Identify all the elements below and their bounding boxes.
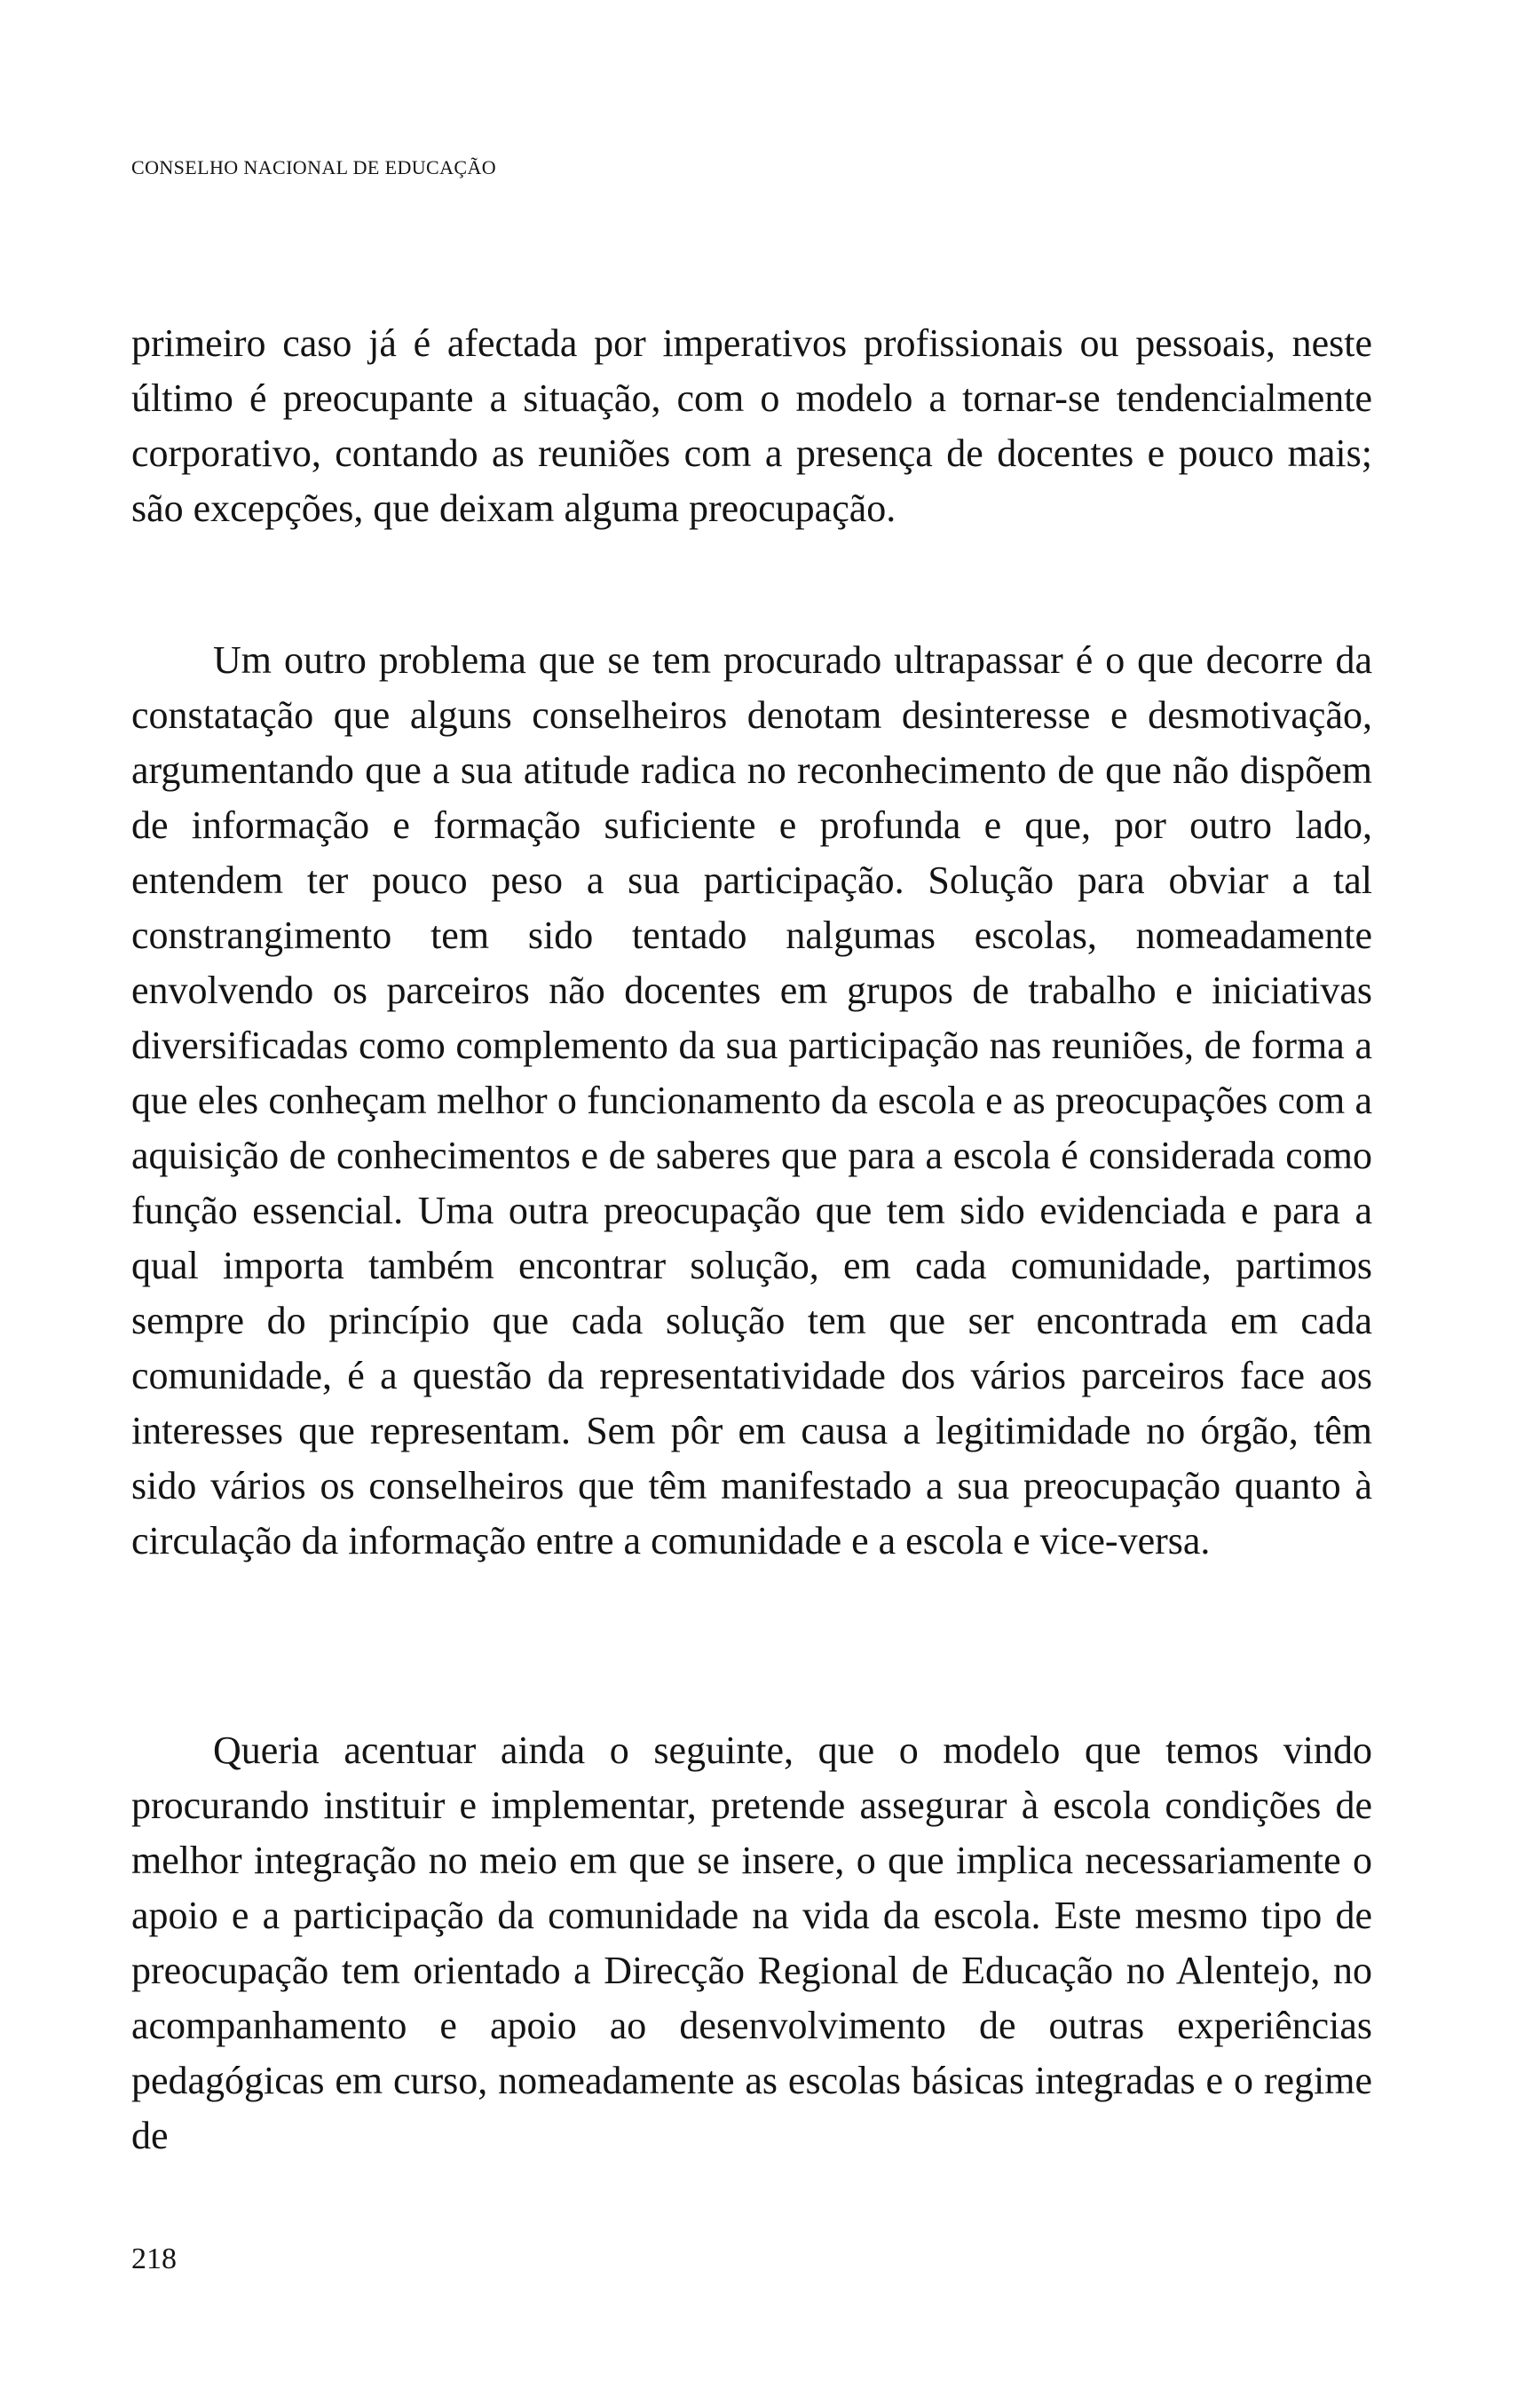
paragraph-modelo: Queria acentuar ainda o seguinte, que o modelo que temos vindo procurando instituir e implementar, pretende assegurar à escola condições de melhor integração no meio em que se insere, o que implica necessariamente o apoio e a participação da comunidade na vida da escola. Este mesmo tipo de preocupação tem orientado a Direcção Regional de Educação no Alentejo, no acompanhamento e apoio ao desenvolvimento de outras experiências pedagógicas em curso, nomeadamente as escolas básicas integradas e o regime de [131,1728,1372,2157]
paragraph-conselheiros: Um outro problema que se tem procurado ultrapassar é o que decorre da constatação que alguns conselheiros denotam desinteresse e desmotivação, argumentando que a sua atitude radica no reconhecimento de que não dispõem de informação e formação suficiente e profunda e que, por outro lado, entendem ter pouco peso a sua participação. Solução para obviar a tal constrangimento tem sido tentado nalgumas escolas, nomeadamente envolvendo os parceiros não docentes em grupos de trabalho e iniciativas diversificadas como complemento da sua participação nas reuniões, de forma a que eles conheçam melhor o funcionamento da escola e as preocupações com a aquisição de conhecimentos e de saberes que para a escola é considerada como função essencial. Uma outra preocupação que tem sido evidenciada e para a qual importa também encontrar solução, em cada comunidade, partimos sempre do princípio que cada solução tem que ser encontrada em cada comunidade, é a questão da representatividade dos vários parceiros face aos interesses que representam. Sem pôr em causa a legitimidade no órgão, têm sido vários os conselheiros que têm manifestado a sua preocupação quanto à circulação da informação entre a comunidade e a escola e vice-versa. [131,638,1372,1562]
running-header: CONSELHO NACIONAL DE EDUCAÇÃO [131,156,497,178]
paragraph-continuation: primeiro caso já é afectada por imperativos profissionais ou pessoais, neste último é preocupante a situação, com o modelo a tornar-se tendencialmente corporativo, contando as reuniões com a presença de docentes e pouco mais; são excepções, que deixam alguma preocupação. [131,321,1372,530]
page-number: 218 [131,2243,177,2275]
